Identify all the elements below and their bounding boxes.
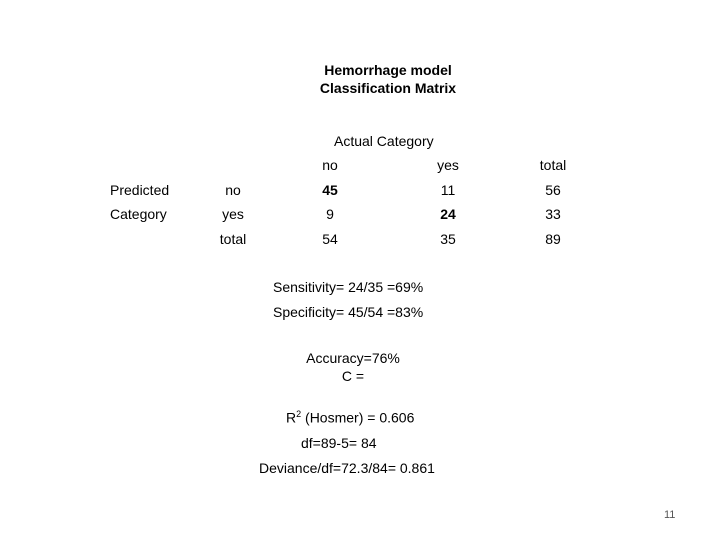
r-squared-superscript: 2	[296, 409, 302, 419]
cell-no-no: 45	[322, 182, 338, 198]
row-label-no: no	[225, 182, 241, 198]
r-squared-text	[286, 409, 414, 426]
r-squared-value: (Hosmer) = 0.606	[301, 409, 415, 426]
r-squared-base: R	[286, 409, 297, 426]
deviance-text: Deviance/df=72.3/84= 0.861	[259, 460, 435, 476]
cell-total-no: 54	[322, 231, 338, 247]
cell-yes-no: 9	[326, 206, 334, 222]
accuracy-text: Accuracy=76%	[306, 350, 400, 366]
sensitivity-text: Sensitivity= 24/35 =69%	[273, 279, 424, 295]
cell-yes-yes: 24	[440, 206, 456, 222]
category-label: Category	[110, 206, 167, 222]
col-header-no: no	[322, 157, 338, 173]
page-number: 11	[664, 509, 676, 521]
title-line-1: Hemorrhage model	[324, 62, 452, 78]
actual-category-label: Actual Category	[334, 133, 434, 149]
col-header-yes: yes	[437, 157, 459, 173]
cell-no-yes: 11	[440, 182, 456, 198]
row-label-yes: yes	[222, 206, 244, 222]
cell-total-yes: 35	[440, 231, 456, 247]
predicted-label: Predicted	[110, 182, 170, 198]
c-statistic-text: C =	[341, 368, 365, 384]
cell-yes-total: 33	[545, 206, 561, 222]
df-text: df=89-5= 84	[301, 435, 377, 451]
col-header-total: total	[539, 157, 567, 173]
cell-no-total: 56	[545, 182, 561, 198]
row-label-total: total	[219, 231, 247, 247]
specificity-text: Specificity= 45/54 =83%	[273, 304, 424, 320]
cell-total-total: 89	[545, 231, 561, 247]
title-line-2: Classification Matrix	[319, 80, 457, 96]
